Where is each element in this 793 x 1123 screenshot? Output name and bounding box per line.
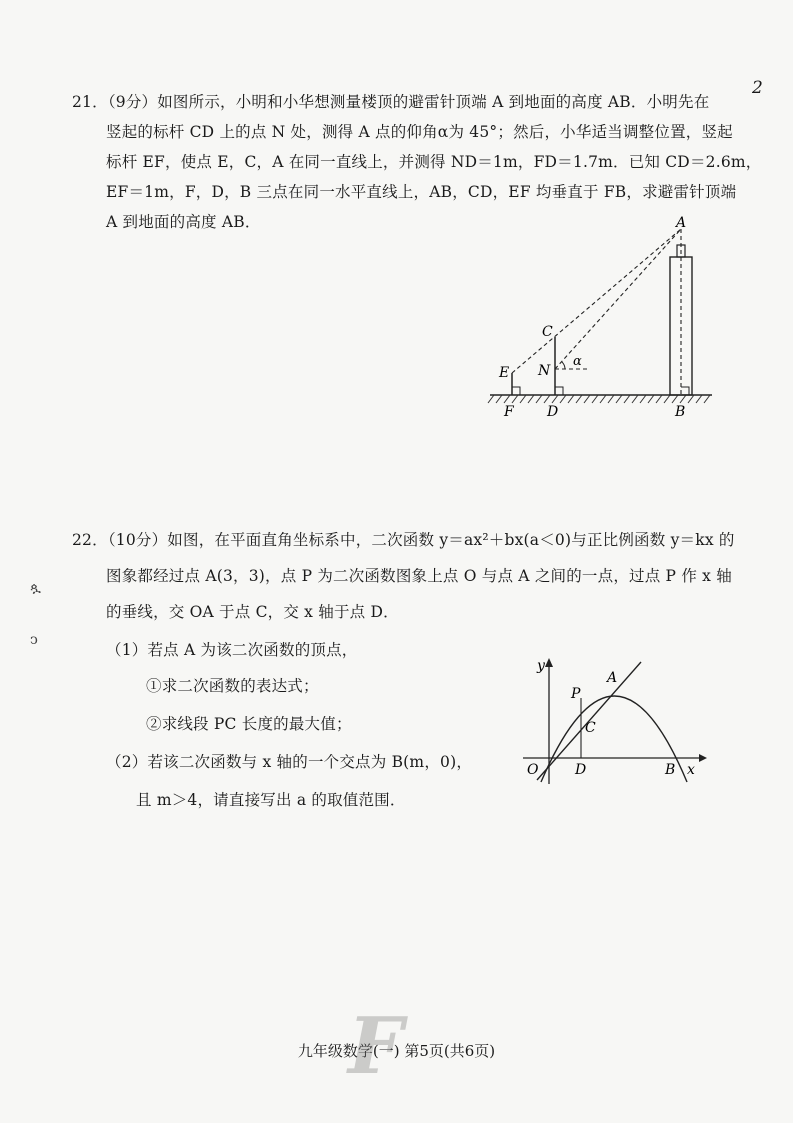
page-corner-mark: 2 — [752, 78, 763, 98]
q21-line-2: 竖起的标杆 CD 上的点 N 处，测得 A 点的仰角α为 45°；然后，小华适当调整位置，竖起 — [106, 123, 733, 141]
sight-line-NA — [555, 229, 681, 369]
label-C: C — [542, 324, 553, 340]
margin-mark-1: ጷ — [30, 580, 41, 596]
q21-line-1: 21．（9分）如图所示，小明和小华想测量楼顶的避雷针顶端 A 到地面的高度 AB．小明先在 — [72, 93, 710, 111]
label-x: x — [687, 762, 695, 778]
q22-part-1-2: ②求线段 PC 长度的最大值； — [146, 715, 352, 733]
q21-line-5: A 到地面的高度 AB． — [106, 213, 261, 231]
right-angle-B — [681, 387, 689, 395]
label-A: A — [607, 670, 618, 686]
label-y: y — [537, 658, 545, 674]
margin-mark-2: ↄ — [30, 632, 38, 648]
label-F: F — [504, 404, 514, 420]
q22-line-3: 的垂线，交 OA 于点 C，交 x 轴于点 D． — [106, 603, 399, 621]
x-axis-arrow — [699, 754, 707, 762]
ground-hatching — [488, 395, 710, 403]
label-D: D — [547, 404, 559, 420]
label-E: E — [499, 365, 510, 381]
alpha-arc — [562, 362, 565, 369]
q22-line-2: 图象都经过点 A(3，3)，点 P 为二次函数图象上点 O 与点 A 之间的一点，过点 P 作 x 轴 — [106, 567, 732, 585]
page-footer: 九年级数学(一) 第5页(共6页) — [297, 1042, 496, 1060]
q21-line-3: 标杆 EF，使点 E，C，A 在同一直线上，并测得 ND＝1m，FD＝1.7m．已知 CD＝2.6m， — [106, 153, 762, 171]
label-O: O — [527, 762, 539, 778]
q22-part-2: （2）若该二次函数与 x 轴的一个交点为 B(m，0)， — [106, 753, 473, 771]
label-C: C — [585, 720, 596, 736]
q22-part-1-1: ①求二次函数的表达式； — [146, 677, 319, 695]
q22-line-1: 22．（10分）如图，在平面直角坐标系中，二次函数 y＝ax²＋bx(a＜0)与正比例函数 y＝kx 的 — [72, 531, 735, 549]
label-D: D — [575, 762, 587, 778]
q21-line-4: EF＝1m，F，D，B 三点在同一水平直线上，AB，CD，EF 均垂直于 FB，求避雷针顶端 — [106, 183, 737, 201]
q22-part-1: （1）若点 A 为该二次函数的顶点， — [106, 641, 358, 659]
q22-part-2-cont: 且 m＞4，请直接写出 a 的取值范围． — [136, 791, 406, 809]
label-B: B — [675, 404, 686, 420]
right-angle-D — [555, 387, 563, 395]
label-N: N — [538, 363, 551, 379]
building — [670, 257, 692, 395]
watermark-letter: F — [348, 1001, 404, 1092]
label-alpha: α — [573, 354, 582, 369]
q21-figure — [480, 215, 720, 425]
label-P: P — [571, 686, 581, 702]
label-B: B — [665, 762, 676, 778]
right-angle-F — [512, 387, 520, 395]
y-axis-arrow — [545, 658, 553, 667]
sight-line-EA — [512, 229, 681, 373]
q22-figure — [515, 650, 715, 790]
label-A: A — [676, 215, 687, 231]
